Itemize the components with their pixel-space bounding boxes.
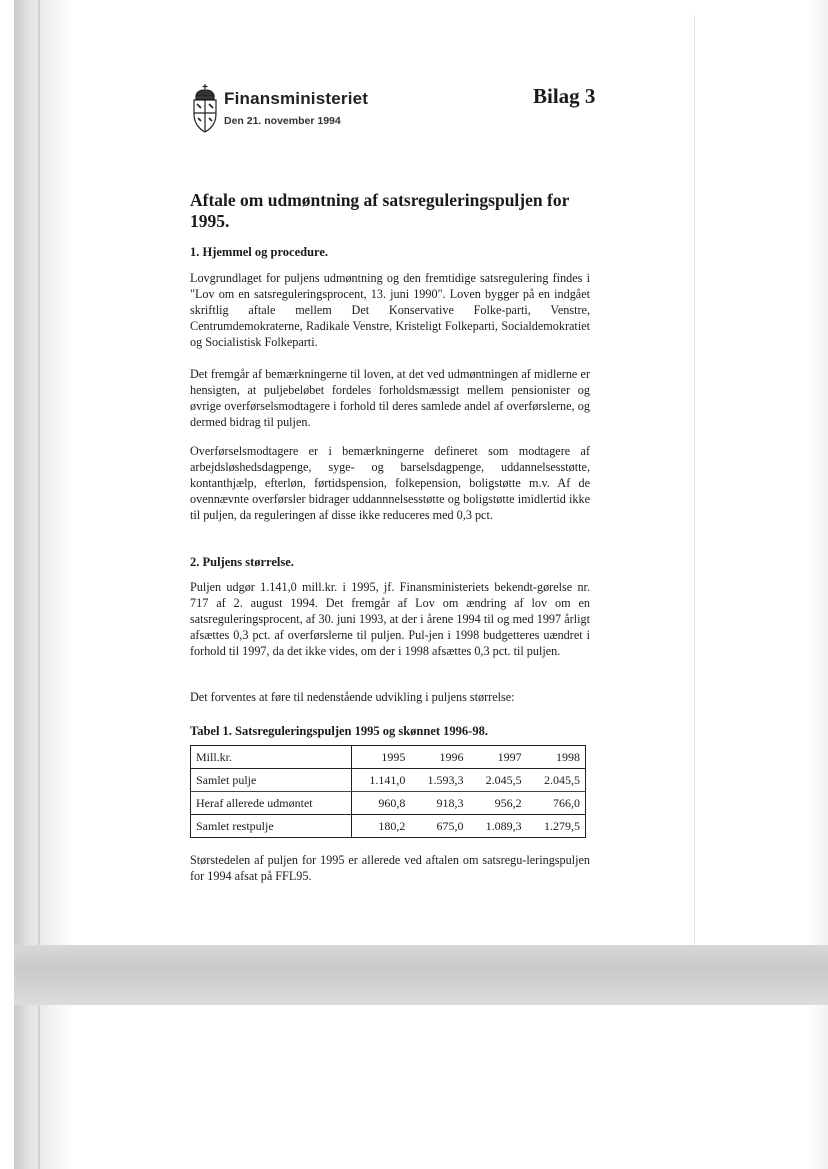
table-header-cell: 1996 <box>410 746 468 769</box>
table-cell: 960,8 <box>352 792 411 815</box>
table-cell: 1.141,0 <box>352 769 411 792</box>
table-cell: 918,3 <box>410 792 468 815</box>
document-title: Aftale om udmøntning af satsreguleringspuljen for 1995. <box>190 190 570 231</box>
table-row <box>191 792 586 815</box>
closing-paragraph: Størstedelen af puljen for 1995 er allerede ved aftalen om satsregu-leringspuljen for 1994 afsat på FFL95. <box>190 853 590 883</box>
table-cell: 766,0 <box>527 792 586 815</box>
paragraph-3: Overførselsmodtagere er i bemærkningerne defineret som modtagere af arbejdsløshedsdagpenge, syge- og barselsdagpenge, uddannelsesstøtte, kontanthjælp, efterløn, førtidspension, folkepension, boligstøtte m.v. Af de ovennævnte overførsler bidrager uddannnelsesstøtte og boligstøtte imidlertid ikke til puljen, da reguleringen af disse ikke reduceres med 0,3 pct. <box>190 444 590 522</box>
table-header-row <box>191 746 586 769</box>
section-heading-1: 1. Hjemmel og procedure. <box>190 245 329 259</box>
appendix-label: Bilag 3 <box>533 84 596 108</box>
paragraph-5: Det forventes at føre til nedenstående udvikling i puljens størrelse: <box>190 690 515 704</box>
table-cell: 675,0 <box>436 818 464 833</box>
table-cell: 180,2 <box>378 818 406 833</box>
table-row-label: Heraf allerede udmøntet <box>191 792 352 815</box>
table-cell: 1.279,5 <box>544 818 580 833</box>
table-cell: 2.045,5 <box>468 769 526 792</box>
paragraph-4: Puljen udgør 1.141,0 mill.kr. i 1995, jf. Finansministeriets bekendt-gørelse nr. 717 af 2. august 1994. Det fremgår af Lov om ændring af lov om en satsreguleringsprocent, af 30. juni 1993, at der i årene 1994 til og med 1997 årligt afsættes 0,3 pct. af overførslerne til puljen. Pul-jen i 1998 budgetteres uændret i forhold til 1997, da det ikke vides, om der i 1998 afsættes 0,3 pct. til puljen. <box>190 580 590 658</box>
ministry-name: Finansministeriet <box>224 89 369 108</box>
table-cell: 956,2 <box>468 792 526 815</box>
royal-crest-icon <box>191 82 219 134</box>
data-table <box>190 745 586 838</box>
section-heading-2: 2. Puljens størrelse. <box>190 555 294 569</box>
table-row <box>191 815 586 838</box>
table-row-label: Samlet pulje <box>191 769 352 792</box>
table-header-cell: 1998 <box>527 746 586 769</box>
table-header-cell: 1997 <box>468 746 526 769</box>
table-row <box>191 769 586 792</box>
table-cell: 2.045,5 <box>527 769 586 792</box>
paragraph-2: Det fremgår af bemærkningerne til loven, at det ved udmøntningen af midlerne er hensigten, at puljebeløbet fordeles forholdsmæssigt mellem pensionister og øvrige overførselsmodtagere i forhold til deres samlede andel af overførslerne, og dermed bidrag til puljen. <box>190 367 590 429</box>
paragraph-1: Lovgrundlaget for puljens udmøntning og den fremtidige satsregulering findes i "Lov om en satsreguleringsprocent, 13. juni 1990". Loven bygger på en indgået skriftlig aftale mellem Det Konservative Folke-parti, Venstre, Centrumdemokraterne, Radikale Venstre, Kristeligt Folkeparti, Socialdemokratiet og Socialistisk Folkeparti. <box>190 271 590 349</box>
table-cell: 1.593,3 <box>410 769 468 792</box>
table-cell: 1.089,3 <box>485 818 522 833</box>
table-row-label: Samlet restpulje <box>191 815 352 838</box>
table-header-cell: Mill.kr. <box>191 746 352 769</box>
letter-date: Den 21. november 1994 <box>224 115 341 127</box>
table-header-cell: 1995 <box>352 746 411 769</box>
table-caption: Tabel 1. Satsreguleringspuljen 1995 og skønnet 1996-98. <box>190 724 488 738</box>
